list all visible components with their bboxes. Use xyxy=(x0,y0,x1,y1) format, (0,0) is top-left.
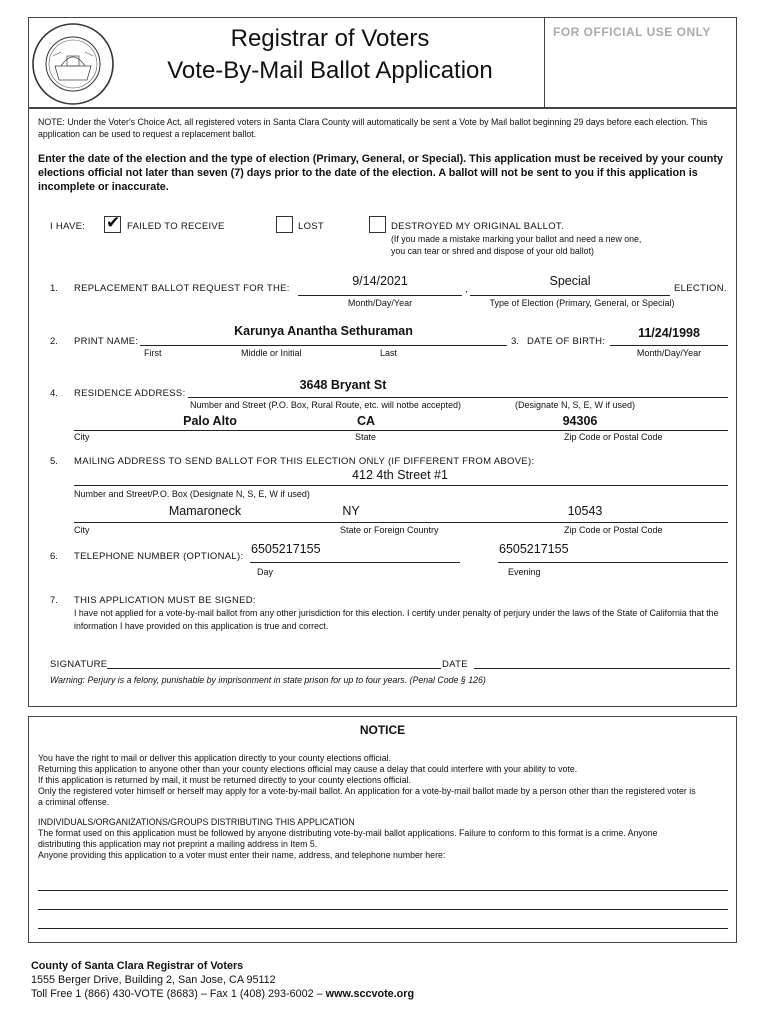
title-line-1: Registrar of Voters xyxy=(230,25,430,52)
telephone-day-value: 6505217155 xyxy=(251,542,321,556)
footer-contact xyxy=(31,988,414,1000)
lost-label: LOST xyxy=(298,221,325,232)
signature-label: SIGNATURE xyxy=(50,659,108,670)
perjury-warning: Warning: Perjury is a felony, punishable by imprisonment in state prison for up to four years. (Penal Code § 126) xyxy=(50,675,486,685)
item-3-number: 3. xyxy=(511,336,519,347)
residence-street-field[interactable] xyxy=(188,397,728,398)
i-have-label: I HAVE: xyxy=(50,221,86,232)
telephone-evening-caption: Evening xyxy=(508,567,541,577)
footer-address: 1555 Berger Drive, Building 2, San Jose, CA 95112 xyxy=(31,974,276,986)
mailing-zip-value: 10543 xyxy=(567,504,603,518)
date-of-birth-label: DATE OF BIRTH: xyxy=(527,336,606,347)
mailing-state-caption: State or Foreign Country xyxy=(340,525,439,535)
destroyed-note-line-2: you can tear or shred and dispose of your old ballot) xyxy=(391,246,594,256)
destroyed-checkbox[interactable] xyxy=(369,216,386,233)
notice-paragraph-6: Anyone providing this application to a voter must enter their name, address, and telephone number here: xyxy=(38,850,446,860)
name-last-caption: Last xyxy=(380,348,398,358)
check-mark-icon: ✔ xyxy=(106,213,121,232)
election-date-field[interactable] xyxy=(298,295,462,296)
residence-address-label: RESIDENCE ADDRESS: xyxy=(74,388,186,399)
official-use-label: FOR OFFICIAL USE ONLY xyxy=(553,25,711,39)
notice-paragraph-2: Returning this application to anyone other than your county elections official may cause a delay that could interfere with your ability to vote. xyxy=(38,764,578,774)
residence-designate-caption: (Designate N, S, E, W if used) xyxy=(515,400,636,410)
item-5-number: 5. xyxy=(50,456,58,467)
residence-city-caption: City xyxy=(74,432,90,442)
residence-street-value: 3648 Bryant St xyxy=(299,378,387,392)
failed-to-receive-checkbox[interactable] xyxy=(104,213,121,233)
telephone-evening-field[interactable] xyxy=(498,562,728,563)
telephone-evening-value: 6505217155 xyxy=(499,542,569,556)
name-first-caption: First xyxy=(144,348,162,358)
telephone-day-field[interactable] xyxy=(250,562,460,563)
notice-title: NOTICE xyxy=(359,723,406,737)
notice-paragraph-4: Only the registered voter himself or herself may apply for a vote-by-mail ballot. An application for a vote-by-mail ballot made by a person other than the registered voter is a criminal offense. xyxy=(38,786,696,807)
item-2-number: 2. xyxy=(50,336,58,347)
election-date-caption: Month/Day/Year xyxy=(347,298,413,308)
telephone-day-caption: Day xyxy=(257,567,274,577)
telephone-label: TELEPHONE NUMBER (OPTIONAL): xyxy=(74,551,244,562)
print-name-field[interactable] xyxy=(140,345,507,346)
residence-city-value: Palo Alto xyxy=(183,414,237,428)
mailing-zip-caption: Zip Code or Postal Code xyxy=(564,525,663,535)
date-label: DATE xyxy=(442,659,468,670)
instructions: Enter the date of the election and the type of election (Primary, General, or Special). This application must be received by your county elections official not later than seven (7) days prior to the date of the election. A ballot will not be sent to you if this application is incomplete or inaccurate. xyxy=(38,153,723,193)
mailing-city-state-zip-field[interactable] xyxy=(74,522,728,523)
comma-separator: , xyxy=(465,284,468,295)
election-type-field[interactable] xyxy=(470,295,670,296)
election-date-value: 9/14/2021 xyxy=(352,274,408,288)
election-type-value: Special xyxy=(549,274,591,288)
voters-choice-note: NOTE: Under the Voter's Choice Act, all registered voters in Santa Clara County will automatically be sent a Vote by Mail ballot beginning 29 days before each election. This application can be used to request a replacement ballot. xyxy=(38,117,708,139)
name-middle-caption: Middle or Initial xyxy=(241,348,302,358)
official-use-divider xyxy=(544,17,545,108)
notice-paragraph-3: If this application is returned by mail, it must be returned directly to your county elections official. xyxy=(38,775,411,785)
county-seal xyxy=(31,22,115,106)
mailing-city-value: Mamaroneck xyxy=(168,504,242,518)
date-of-birth-value: 11/24/1998 xyxy=(638,326,700,340)
item-6-number: 6. xyxy=(50,551,58,562)
residence-zip-value: 94306 xyxy=(562,414,598,428)
item-7-number: 7. xyxy=(50,595,58,606)
destroyed-note-line-1: (If you made a mistake marking your ballot and need a new one, xyxy=(391,234,642,244)
residence-street-caption: Number and Street (P.O. Box, Rural Route, etc. will notbe accepted) xyxy=(190,400,461,410)
residence-state-caption: State xyxy=(355,432,377,442)
date-of-birth-caption: Month/Day/Year xyxy=(636,348,702,358)
distributor-line-1[interactable] xyxy=(38,890,728,891)
failed-to-receive-label: FAILED TO RECEIVE xyxy=(127,221,225,232)
print-name-value: Karunya Anantha Sethuraman xyxy=(234,324,413,338)
destroyed-label: DESTROYED MY ORIGINAL BALLOT. xyxy=(391,221,564,232)
notice-text xyxy=(38,753,698,861)
notice-paragraph-5: The format used on this application must be followed by anyone distributing vote-by-mail ballot applications. Failure to conform to this format is a crime. Anyone distributing this application may not preprint a mailing address in Item 5. xyxy=(38,828,658,849)
residence-state-value: CA xyxy=(356,414,376,428)
distributor-line-2[interactable] xyxy=(38,909,728,910)
mailing-street-field[interactable] xyxy=(74,485,728,486)
print-name-label: PRINT NAME: xyxy=(74,336,139,347)
notice-paragraph-1: You have the right to mail or deliver this application directly to your county elections official. xyxy=(38,753,392,763)
item-4-number: 4. xyxy=(50,388,58,399)
mailing-city-caption: City xyxy=(74,525,90,535)
signature-date-field[interactable] xyxy=(474,668,730,669)
lost-checkbox[interactable] xyxy=(276,216,293,233)
mailing-address-label: MAILING ADDRESS TO SEND BALLOT FOR THIS ELECTION ONLY (IF DIFFERENT FROM ABOVE): xyxy=(74,456,535,467)
distributor-line-3[interactable] xyxy=(38,928,728,929)
item-1-number: 1. xyxy=(50,283,58,294)
signature-field[interactable] xyxy=(107,668,441,669)
footer-website-link[interactable]: www.sccvote.org xyxy=(325,988,415,1000)
footer-org: County of Santa Clara Registrar of Voters xyxy=(31,960,244,972)
mailing-street-value: 412 4th Street #1 xyxy=(352,468,448,482)
residence-city-state-zip-field[interactable] xyxy=(74,430,728,431)
election-type-caption: Type of Election (Primary, General, or Special) xyxy=(489,298,675,308)
footer-phone: Toll Free 1 (866) 430-VOTE (8683) – Fax 1 (408) 293-6002 – xyxy=(31,988,323,1000)
mailing-state-value: NY xyxy=(342,504,360,518)
replacement-request-label: REPLACEMENT BALLOT REQUEST FOR THE: xyxy=(74,283,290,294)
notice-heading-distributors: INDIVIDUALS/ORGANIZATIONS/GROUPS DISTRIBUTING THIS APPLICATION xyxy=(38,817,355,827)
certification-text: I have not applied for a vote-by-mail ballot from any other jurisdiction for this election. I certify under penalty of perjury under the laws of the State of California that the information I have provided on this application is true and correct. xyxy=(74,608,719,631)
election-suffix: ELECTION. xyxy=(674,283,727,294)
date-of-birth-field[interactable] xyxy=(610,345,728,346)
must-be-signed-label: THIS APPLICATION MUST BE SIGNED: xyxy=(74,595,256,606)
residence-zip-caption: Zip Code or Postal Code xyxy=(564,432,663,442)
title-line-2: Vote-By-Mail Ballot Application xyxy=(167,57,493,84)
mailing-street-caption: Number and Street/P.O. Box (Designate N, S, E, W if used) xyxy=(74,489,310,499)
